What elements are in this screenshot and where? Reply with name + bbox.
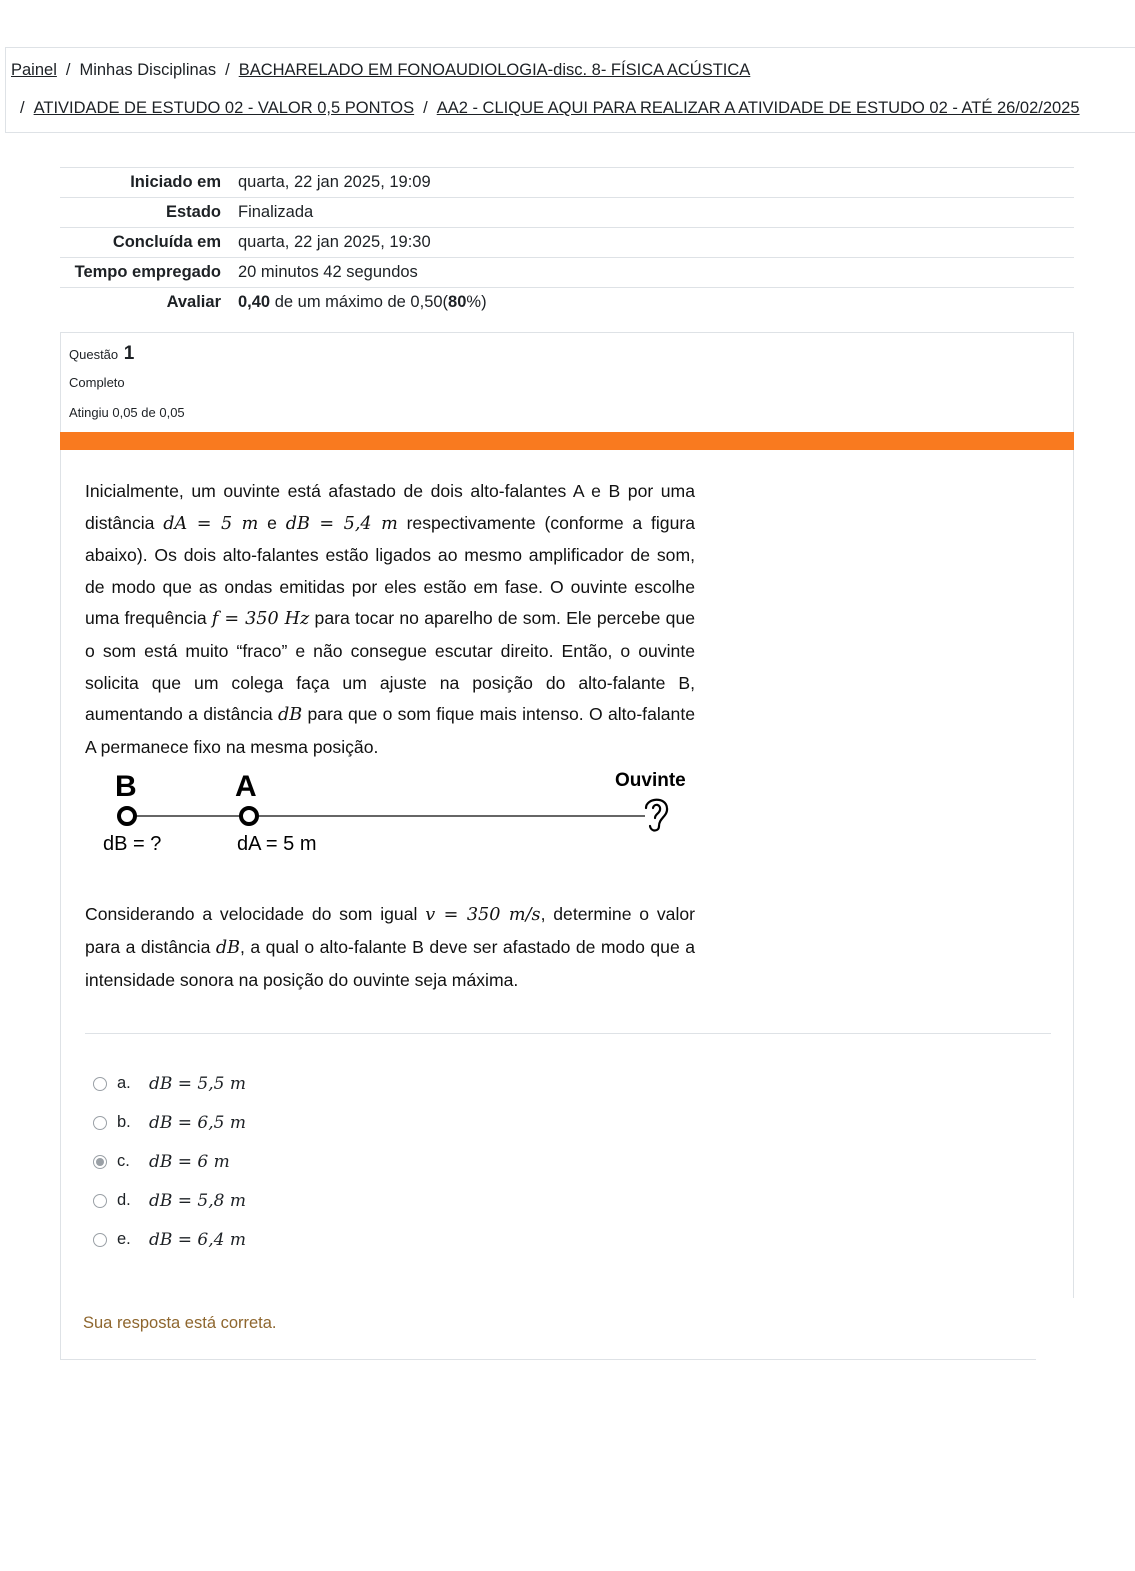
breadcrumb-link-painel[interactable]: Painel [11, 61, 57, 79]
breadcrumb-line-1 [11, 61, 750, 80]
label-speaker-a: A [235, 770, 257, 803]
summary-row-time-taken [60, 258, 1074, 288]
summary-label: Concluída em [112, 233, 221, 251]
question-number-label: Questão [69, 347, 119, 362]
text-segment: Inicialmente, um ouvinte está afastado de dois alto-falantes A e B por uma [85, 481, 695, 501]
question-info [60, 332, 1074, 432]
text-segment: para que o som fique mais intenso. O alto-falante A permanece fixo na mesma posição. [85, 704, 696, 757]
answer-divider [85, 1033, 1051, 1034]
label-da: dA = 5 m [237, 833, 317, 855]
breadcrumb-link-activity[interactable]: ATIVIDADE DE ESTUDO 02 - VALOR 0,5 PONTOS [33, 99, 415, 117]
option-text: dB = 5,8 m [149, 1190, 246, 1211]
grade-middle: de um máximo de 0,50( [270, 293, 449, 311]
text-segment: , a qual o alto-falante B deve ser afastado de modo que a intensidade sonora na posição do ouvinte seja máxima. [85, 937, 695, 990]
breadcrumb [5, 47, 1135, 133]
option-text: dB = 6,4 m [149, 1229, 246, 1250]
formula-db: dB = 5,4 m [285, 513, 398, 534]
summary-row-started [60, 168, 1074, 198]
option-c[interactable] [93, 1142, 246, 1181]
question-number-value: 1 [123, 343, 135, 364]
summary-label: Avaliar [166, 293, 221, 311]
option-letter: a. [117, 1074, 131, 1092]
text-segment: e [267, 512, 277, 533]
summary-grade-value [238, 288, 1074, 318]
answer-options [93, 1064, 246, 1259]
breadcrumb-item-minhas-disciplinas: Minhas Disciplinas [79, 61, 217, 79]
option-text: dB = 6,5 m [149, 1112, 246, 1133]
question-grade: Atingiu 0,05 de 0,05 [69, 405, 185, 420]
summary-row-grade [60, 288, 1074, 318]
option-letter: e. [117, 1230, 131, 1248]
formula-v: v = 350 m/s [425, 905, 541, 925]
option-e[interactable] [93, 1220, 246, 1259]
text-segment: , determine o valor para a distância [85, 904, 695, 957]
attempt-summary-table [60, 167, 1074, 317]
summary-row-completed [60, 228, 1074, 258]
option-letter: c. [117, 1152, 130, 1170]
label-db: dB = ? [103, 833, 162, 855]
radio-button[interactable] [93, 1233, 107, 1247]
feedback-box [60, 1298, 1036, 1360]
question-text [85, 476, 695, 763]
formula-da: dA = 5 m [163, 513, 259, 534]
question-text-2 [85, 898, 695, 996]
option-text: dB = 5,5 m [149, 1073, 246, 1094]
radio-button[interactable] [93, 1116, 107, 1130]
speaker-diagram [85, 766, 705, 866]
text-segment: Considerando a velocidade do som igual [85, 904, 418, 924]
radio-button[interactable] [93, 1077, 107, 1091]
summary-label: Estado [165, 203, 221, 221]
formula-db-var: dB [215, 938, 241, 958]
breadcrumb-separator: / [225, 61, 230, 79]
breadcrumb-separator: / [20, 99, 25, 117]
radio-button-selected[interactable] [93, 1155, 107, 1169]
radio-button[interactable] [93, 1194, 107, 1208]
option-letter: b. [117, 1113, 131, 1131]
text-segment: respectivamente (conforme a figura abaixo). Os dois alto-falantes estão ligados ao mesmo amplificador de som, de modo que as ondas emitidas por eles estão em fase. O ouvinte escolhe uma frequência [85, 512, 696, 629]
grade-percent: 80 [448, 293, 467, 311]
formula-db-var: dB [277, 705, 303, 726]
speaker-a-icon [241, 808, 257, 824]
grade-end: %) [466, 293, 487, 311]
summary-value: Finalizada [238, 203, 314, 221]
breadcrumb-line-2 [20, 99, 1080, 118]
label-speaker-b: B [115, 770, 137, 803]
breadcrumb-separator: / [65, 61, 71, 79]
breadcrumb-separator: / [423, 99, 428, 117]
feedback-text: Sua resposta está correta. [83, 1314, 277, 1332]
grade-score: 0,40 [238, 293, 271, 311]
summary-value: 20 minutos 42 segundos [238, 263, 418, 281]
ear-icon [646, 800, 667, 831]
question-header-bar [60, 432, 1074, 450]
text-segment: distância [85, 512, 155, 533]
question-paragraph-1 [85, 476, 695, 763]
question-state: Completo [69, 375, 125, 390]
summary-label: Iniciado em [130, 173, 221, 191]
summary-value: quarta, 22 jan 2025, 19:30 [238, 233, 431, 251]
option-text: dB = 6 m [149, 1151, 230, 1172]
summary-row-state [60, 198, 1074, 228]
text-segment: para tocar no aparelho de som. Ele percebe que o som está muito “fraco” e não consegue escutar direito. Então, o ouvinte solicita que um colega faça um ajuste na posição do alto-falante B, aumentando a distância [85, 608, 696, 725]
breadcrumb-link-quiz[interactable]: AA2 - CLIQUE AQUI PARA REALIZAR A ATIVIDADE DE ESTUDO 02 - ATÉ 26/02/2025 [436, 99, 1080, 117]
formula-f: f = 350 Hz [211, 609, 310, 630]
option-d[interactable] [93, 1181, 246, 1220]
breadcrumb-link-course[interactable]: BACHARELADO EM FONOAUDIOLOGIA-disc. 8- FÍSICA ACÚSTICA [238, 61, 751, 79]
summary-value: quarta, 22 jan 2025, 19:09 [238, 173, 431, 191]
option-b[interactable] [93, 1103, 246, 1142]
question-content [60, 450, 1074, 1298]
label-listener: Ouvinte [615, 770, 686, 791]
speaker-b-icon [119, 808, 135, 824]
question-paragraph-2 [85, 898, 695, 996]
question-number [69, 343, 134, 365]
option-letter: d. [117, 1191, 131, 1209]
summary-label: Tempo empregado [74, 263, 221, 281]
option-a[interactable] [93, 1064, 246, 1103]
